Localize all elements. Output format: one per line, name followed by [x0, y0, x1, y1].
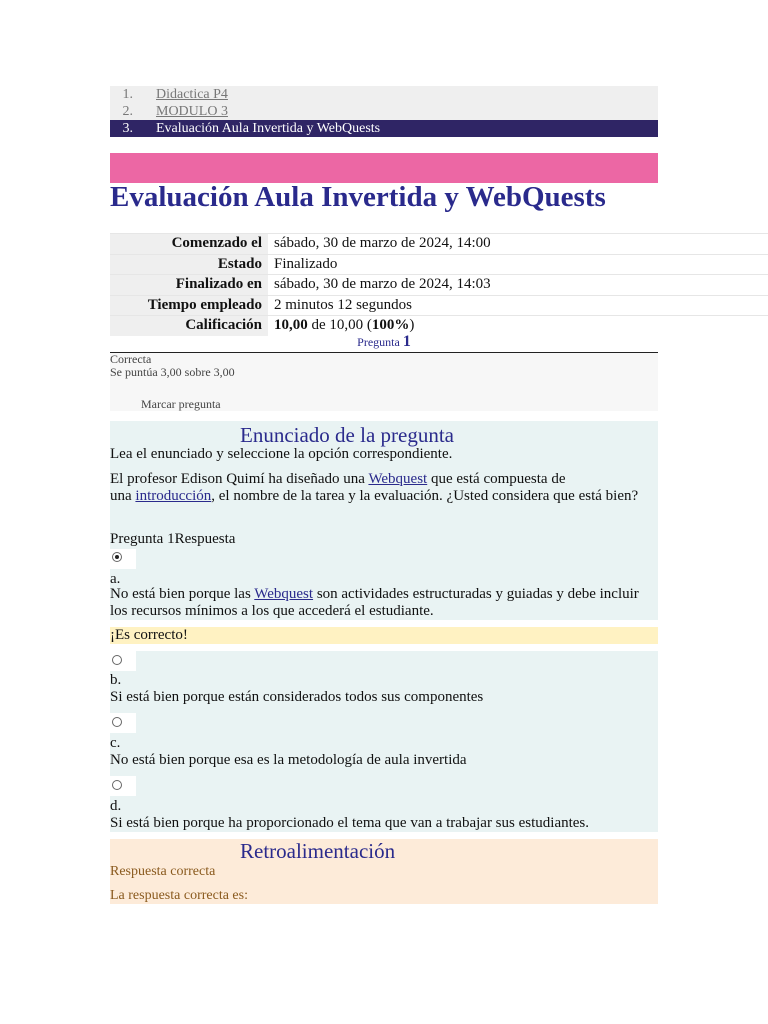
option-b-radio[interactable] [112, 655, 122, 665]
summary-row-finished [110, 275, 768, 296]
summary-value: sábado, 30 de marzo de 2024, 14:00 [268, 234, 768, 255]
question-number-label: Pregunta [357, 335, 400, 349]
answer-label: Pregunta 1Respuesta [110, 531, 236, 547]
question-instruction: Lea el enunciado y seleccione la opción correspondiente. [110, 446, 453, 462]
option-a-letter: a. [110, 571, 121, 587]
summary-label: Finalizado en [110, 275, 268, 296]
option-d-radio-cell [110, 776, 136, 796]
option-c-radio-cell [110, 713, 136, 733]
option-b-text[interactable]: Si está bien porque están considerados todos sus componentes [110, 689, 484, 705]
page-title: Evaluación Aula Invertida y WebQuests [110, 181, 606, 213]
question-number [110, 333, 658, 353]
option-text: son actividades estructuradas y guiadas y debe incluir [313, 586, 639, 602]
option-a-radio-cell [110, 549, 136, 569]
summary-value: 2 minutos 12 segundos [268, 295, 768, 316]
question-number-value: 1 [402, 333, 411, 350]
grade-percent: 100% [371, 317, 410, 334]
summary-value: Finalizado [268, 254, 768, 275]
option-a-text-line-2: los recursos mínimos a los que accederá el estudiante. [110, 603, 434, 619]
breadcrumb-number: 3. [122, 121, 133, 136]
breadcrumb-item-current [110, 120, 658, 137]
stem-text: que está compuesta de [427, 471, 566, 487]
answer-options [110, 651, 658, 832]
question-stem-line-1 [110, 471, 566, 488]
option-d-radio[interactable] [112, 780, 122, 790]
attempt-summary-table [110, 233, 768, 336]
summary-label: Estado [110, 254, 268, 275]
grade-max: de 10,00 ( [307, 317, 372, 334]
header-banner [110, 153, 658, 183]
breadcrumb-link-module[interactable]: MODULO 3 [156, 104, 228, 119]
question-heading: Enunciado de la pregunta [240, 423, 454, 447]
summary-value: sábado, 30 de marzo de 2024, 14:03 [268, 275, 768, 296]
webquest-link[interactable]: Webquest [368, 471, 428, 487]
breadcrumb-item-course [110, 86, 658, 103]
option-d-text[interactable]: Si está bien porque ha proporcionado el tema que van a trabajar sus estudiantes. [110, 815, 590, 831]
option-a-text-line-1 [110, 586, 639, 603]
stem-text: El profesor Edison Quimí ha diseñado una [110, 471, 369, 487]
feedback-heading: Retroalimentación [240, 839, 396, 863]
question-info [110, 353, 658, 411]
summary-label: Calificación [110, 316, 268, 336]
breadcrumb-link-course[interactable]: Didactica P4 [156, 87, 228, 102]
question-content [110, 421, 658, 620]
grade-score: 10,00 [274, 317, 308, 334]
option-text: No está bien porque las [110, 586, 255, 602]
breadcrumb [110, 86, 658, 137]
summary-label: Tiempo empleado [110, 295, 268, 316]
introduccion-link[interactable]: introducción [135, 488, 212, 504]
flag-question-link[interactable]: Marcar pregunta [141, 397, 221, 411]
question-status: Correcta [110, 352, 152, 366]
breadcrumb-current-label: Evaluación Aula Invertida y WebQuests [156, 121, 381, 136]
stem-text: una [110, 488, 136, 504]
feedback-correct-answer: La respuesta correcta es: [110, 888, 248, 903]
option-d-letter: d. [110, 798, 122, 814]
grade-close: ) [409, 317, 415, 334]
summary-row-state [110, 254, 768, 275]
breadcrumb-item-module [110, 103, 658, 120]
feedback-result: Respuesta correcta [110, 864, 216, 879]
option-c-letter: c. [110, 735, 121, 751]
summary-row-time [110, 295, 768, 316]
option-b-radio-cell [110, 651, 136, 671]
webquest-link[interactable]: Webquest [254, 586, 314, 602]
breadcrumb-number: 2. [122, 104, 133, 119]
question-points: Se puntúa 3,00 sobre 3,00 [110, 365, 235, 379]
feedback-section [110, 839, 658, 904]
option-a-radio[interactable] [112, 552, 122, 562]
breadcrumb-number: 1. [122, 87, 133, 102]
summary-label: Comenzado el [110, 234, 268, 255]
option-c-radio[interactable] [112, 717, 122, 727]
option-b-letter: b. [110, 672, 122, 688]
summary-row-started [110, 234, 768, 255]
question-stem-line-2 [110, 488, 638, 505]
option-c-text[interactable]: No está bien porque esa es la metodología de aula invertida [110, 752, 467, 768]
stem-text: , el nombre de la tarea y la evaluación. ¿Usted considera que está bien? [211, 488, 639, 504]
option-feedback-correct: ¡Es correcto! [110, 627, 658, 644]
